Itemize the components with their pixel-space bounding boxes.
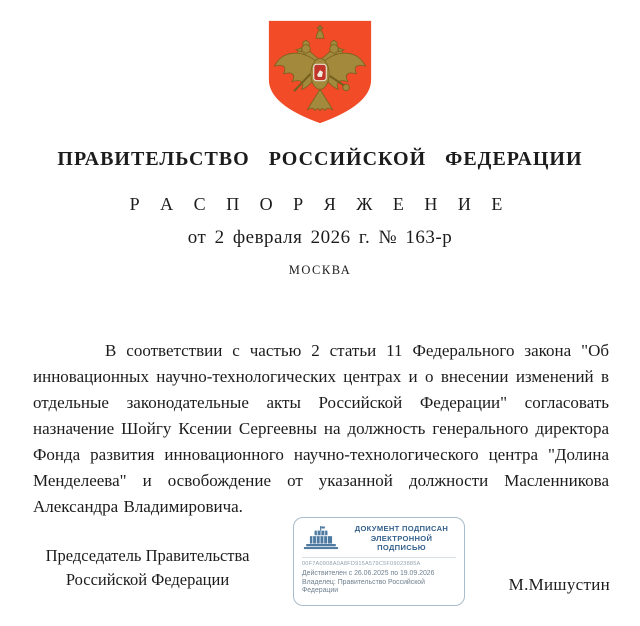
electronic-signature-stamp xyxy=(293,517,465,606)
stamp-title xyxy=(347,524,456,553)
russia-coat-of-arms-icon xyxy=(0,18,640,126)
stamp-owner-line1: Владелец: Правительство Российской xyxy=(302,578,425,586)
document-date-number: от 2 февраля 2026 г. № 163-р xyxy=(187,227,453,248)
stamp-validity-period: Действителен с 26.06.2025 по 19.09.2026 xyxy=(302,569,435,577)
signer-position-line1: Председатель Правительства xyxy=(45,546,250,565)
stamp-owner xyxy=(302,579,456,596)
document-type-heading: Р А С П О Р Я Ж Е Н И Е xyxy=(129,194,511,214)
stamp-owner-line2: Федерации xyxy=(302,587,339,594)
document-city: МОСКВА xyxy=(288,263,352,277)
decree-body-paragraph: В соответствии с частью 2 статьи 11 Федерального закона "Об инновационных научно-технологических центрах и о внесении изменений в отдельные законодательные акты Российской Федерации" согласовать назначение Шойгу Ксении Сергеевны на должность генерального директора Фонда развития инновационного научно-технологического центра "Долина Менделеева" и освобождение от указанной должности Масленникова Александра Владимировича. xyxy=(33,341,609,516)
signer-position xyxy=(30,544,265,592)
stamp-header xyxy=(302,524,456,558)
stamp-certificate-number: 00F7A0908A0A8FD915A579C5F09023885A xyxy=(302,560,421,567)
signer-name: М.Мишустин xyxy=(508,575,610,594)
signer-position-line2: Российской Федерации xyxy=(65,570,230,589)
stamp-title-line2: ЭЛЕКТРОННОЙ ПОДПИСЬЮ xyxy=(370,533,433,552)
government-building-icon xyxy=(302,526,340,550)
government-title: ПРАВИТЕЛЬСТВО РОССИЙСКОЙ ФЕДЕРАЦИИ xyxy=(57,148,583,170)
stamp-title-line1: ДОКУМЕНТ ПОДПИСАН xyxy=(354,524,449,533)
